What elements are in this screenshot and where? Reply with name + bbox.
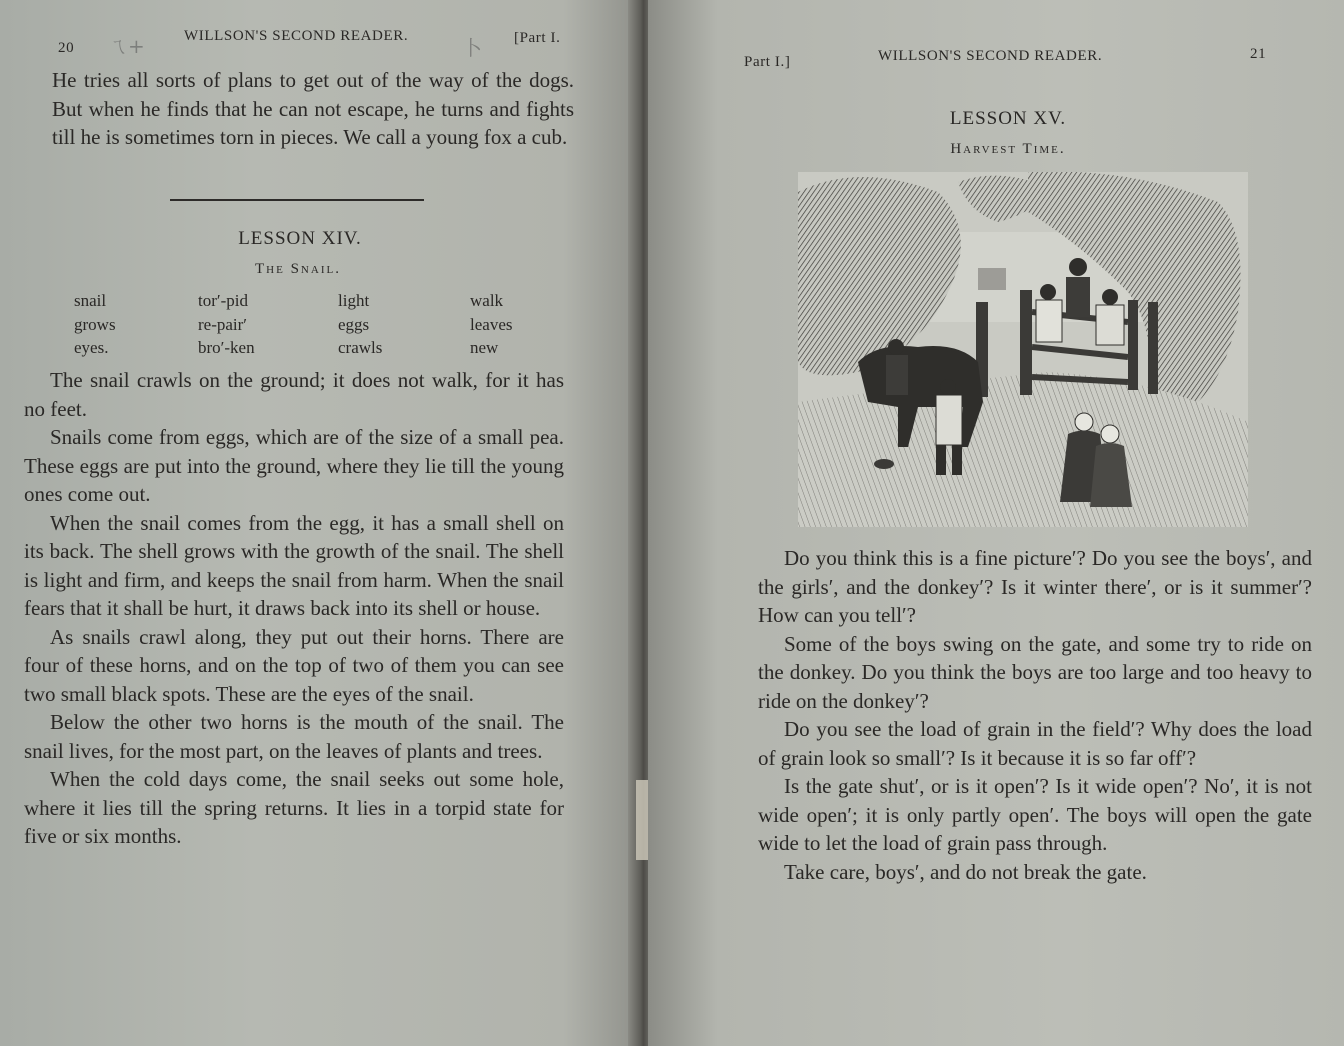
vocab-word: eyes. (74, 338, 109, 357)
vocab-word: grows (74, 314, 116, 334)
paragraph: The snail crawls on the ground; it does not walk, for it has no feet. (24, 368, 564, 421)
paragraph: When the cold days come, the snail seeks out some hole, where it lies till the spring returns. It lies in a torpid state for five or six months. (24, 767, 564, 848)
part-label: Part I.] (744, 54, 791, 70)
vocabulary-list (74, 289, 570, 360)
paragraph: Do you think this is a fine picture′? Do you see the boys′, and the girls′, and the donkey′? Is it winter there′, or is it summer′? How can you tell′? (758, 546, 1312, 627)
paragraph: Snails come from eggs, which are of the size of a small pea. These eggs are put into the ground, where they lie till the young ones come out. (24, 425, 564, 506)
vocab-word: eggs (338, 314, 370, 334)
pencil-mark: 卜 (462, 36, 482, 60)
page-number: 21 (1250, 46, 1267, 62)
lesson-subtitle: Harvest Time. (950, 141, 1066, 157)
paragraph: Some of the boys swing on the gate, and some try to ride on the donkey. Do you think the boys are too large and too heavy to ride on the donkey′? (758, 631, 1312, 713)
vocab-word: new (470, 338, 499, 357)
right-page (648, 0, 1344, 1046)
running-head: WILLSON'S SECOND READER. (184, 28, 409, 44)
continued-text (52, 66, 574, 152)
lesson-subtitle: The Snail. (255, 261, 341, 277)
paragraph: When the snail comes from the egg, it has a small shell on its back. The shell grows with the growth of the snail. The shell is light and firm, and keeps the snail from harm. When the snail fears that it shall be hurt, it draws back into its shell or house. (24, 510, 564, 620)
paragraph: Do you see the load of grain in the field′? Why does the load of grain look so small′? Is it because it is so far off′? (758, 717, 1312, 770)
vocab-word: leaves (470, 314, 513, 334)
lesson-body (758, 544, 1312, 886)
paragraph: He tries all sorts of plans to get out of the way of the dogs. But when he finds that he can not escape, he turns and fights till he is sometimes torn in pieces. We call a young fox a cub. (52, 68, 574, 149)
vocab-word: snail (74, 291, 107, 310)
vocab-word: light (338, 291, 370, 310)
vocab-word: walk (470, 291, 504, 310)
page-number: 20 (58, 40, 75, 56)
running-head: WILLSON'S SECOND READER. (878, 48, 1103, 64)
section-divider (170, 199, 424, 201)
lesson-body (24, 366, 564, 851)
grain-load (978, 268, 1006, 290)
paragraph: Is the gate shut′, or is it open′? Is it wide open′? No′, it is not wide open′; it is only partly open′. The boys will open the gate wide to let the load of grain pass through. (758, 774, 1312, 855)
paragraph: Below the other two horns is the mouth of the snail. The snail lives, for the most part, on the leaves of plants and trees. (24, 710, 564, 763)
harvest-engraving (798, 172, 1248, 527)
lesson-title: LESSON XV. (949, 108, 1067, 129)
paragraph: As snails crawl along, they put out their horns. There are four of these horns, and on the top of two of them you can see two small black spots. These are the eyes of the snail. (24, 624, 564, 706)
part-label: [Part I. (514, 30, 561, 46)
paragraph: Take care, boys′, and do not break the gate. (784, 859, 1147, 884)
vocab-word: re-pair′ (198, 314, 248, 334)
pencil-mark: ㄟ+ (108, 34, 145, 58)
vocab-word: crawls (338, 338, 383, 357)
vocab-word: bro′-ken (198, 338, 255, 357)
lesson-title: LESSON XIV. (238, 228, 362, 249)
vocab-word: tor′-pid (198, 291, 248, 310)
left-page (0, 0, 640, 1046)
